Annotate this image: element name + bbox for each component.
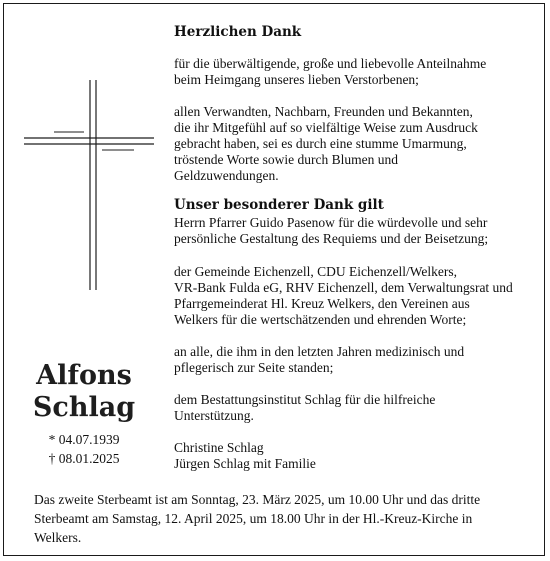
text-line: Geldzuwendungen. [174, 168, 279, 183]
text-line: allen Verwandten, Nachbarn, Freunden und Bekannten, [174, 104, 473, 119]
deceased-first-name: Alfons [36, 360, 132, 391]
death-date: † 08.01.2025 [48, 451, 120, 466]
text-line: die ihr Mitgefühl auf so vielfältige Weise zum Ausdruck [174, 120, 478, 135]
text-line: für die überwältigende, große und liebevolle Anteilnahme [174, 56, 487, 71]
text-line: dem Bestattungsinstitut Schlag für die hilfreiche [174, 392, 436, 407]
text-line: Pfarrgemeinderat Hl. Kreuz Welkers, den Vereinen aus [174, 296, 470, 311]
thanks-title: Herzlichen Dank [174, 24, 302, 40]
text-line: gebracht haben, sei es durch eine stumme Umarmung, [174, 136, 467, 151]
footer-line: Sterbeamt am Samstag, 12. April 2025, um 18.00 Uhr in der Hl.-Kreuz-Kirche in [34, 511, 473, 526]
text-line: Welkers für die wertschätzenden und ehrenden Worte; [174, 312, 467, 327]
text-line: pflegerisch zur Seite standen; [174, 360, 334, 375]
text-line: VR-Bank Fulda eG, RHV Eichenzell, dem Verwaltungsrat und [174, 280, 513, 295]
text-line: persönliche Gestaltung des Requiems und der Beisetzung; [174, 231, 489, 246]
deceased-last-name: Schlag [32, 392, 136, 423]
text-line: beim Heimgang unseres lieben Verstorbenen; [174, 72, 419, 87]
special-thanks-heading: Unser besonderer Dank gilt [174, 197, 384, 213]
signature-line: Jürgen Schlag mit Familie [174, 456, 316, 471]
text-line: Herrn Pfarrer Guido Pasenow für die würdevolle und sehr [174, 215, 488, 230]
footer-line: Welkers. [34, 530, 82, 545]
signature-line: Christine Schlag [174, 440, 264, 455]
text-line: der Gemeinde Eichenzell, CDU Eichenzell/Welkers, [174, 264, 458, 279]
text-line: tröstende Worte sowie durch Blumen und [174, 152, 398, 167]
birth-date: * 04.07.1939 [48, 432, 120, 447]
text-line: an alle, die ihm in den letzten Jahren medizinisch und [174, 344, 465, 359]
text-line: Unterstützung. [174, 408, 254, 423]
cross-icon [24, 80, 154, 290]
footer-line: Das zweite Sterbeamt ist am Sonntag, 23. März 2025, um 10.00 Uhr und das dritte [34, 492, 481, 507]
